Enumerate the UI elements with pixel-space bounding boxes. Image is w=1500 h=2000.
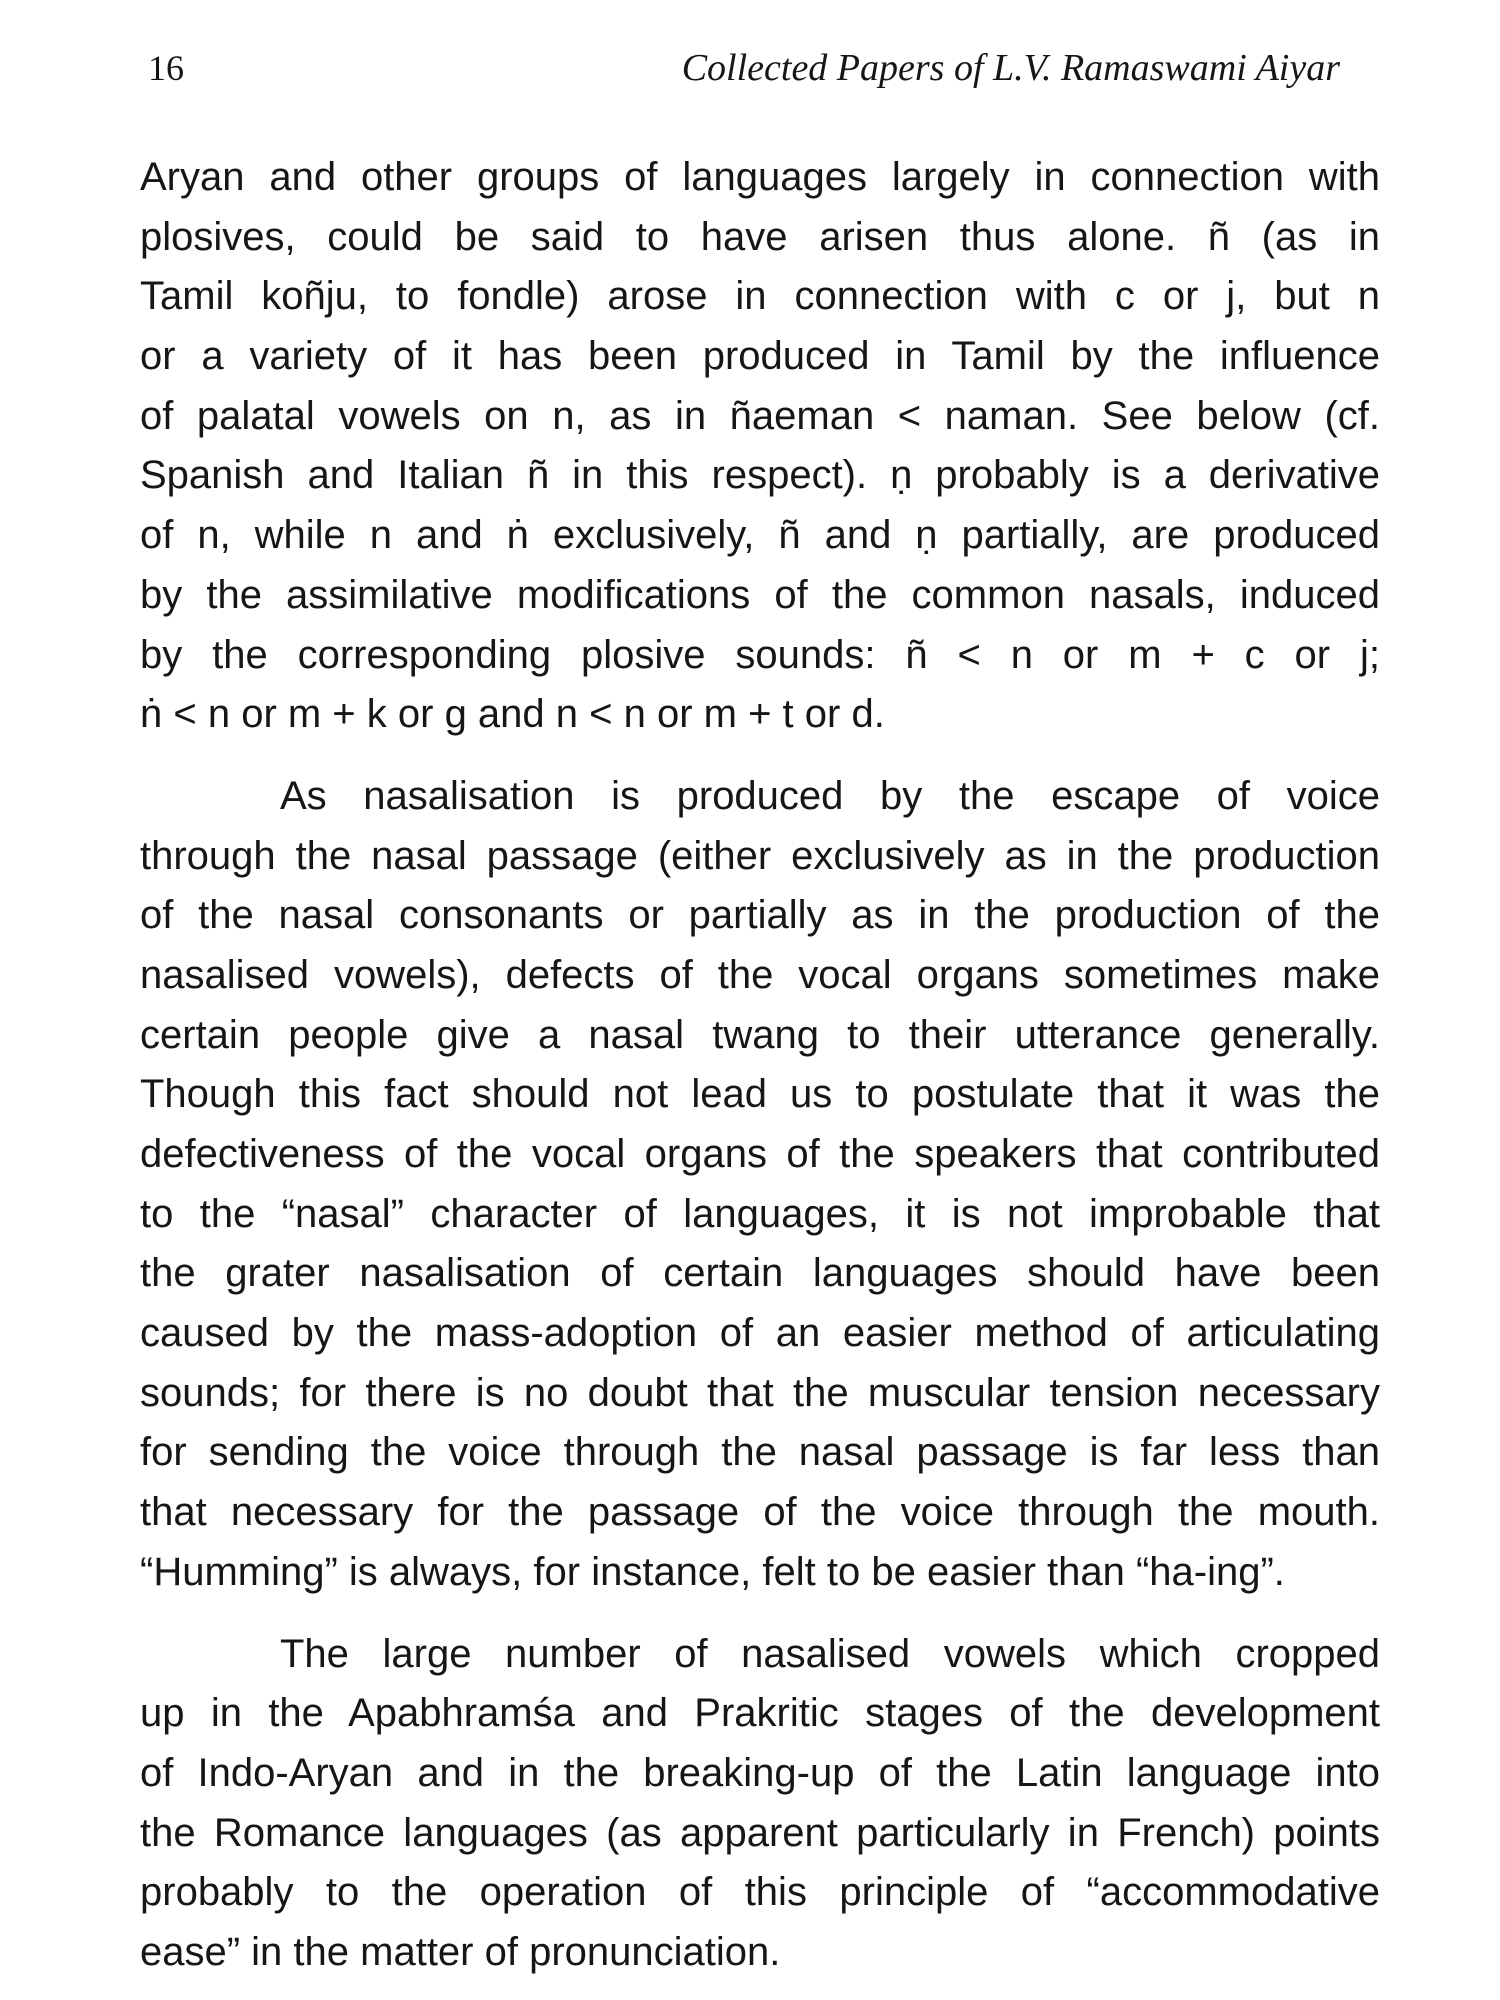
text-line: caused by the mass-adoption of an easier method of articulating: [140, 1311, 1380, 1356]
text-line: certain people give a nasal twang to their utterance generally.: [140, 1012, 1380, 1057]
text-line: the Romance languages (as apparent particularly in French) points: [140, 1810, 1380, 1855]
text-line: to the “nasal” character of languages, it is not improbable that: [140, 1191, 1380, 1236]
text-line: As nasalisation is produced by the escape of voice: [280, 773, 1380, 818]
text-line: Aryan and other groups of languages largely in connection with: [140, 155, 1380, 199]
text-line: that necessary for the passage of the voice through the mouth.: [140, 1490, 1380, 1535]
paragraph-gap: [140, 1603, 1380, 1625]
text-line: Though this fact should not lead us to postulate that it was the: [140, 1072, 1380, 1117]
paragraph-2: [140, 767, 1380, 1603]
text-line: sounds; for there is no doubt that the muscular tension necessary: [140, 1370, 1380, 1415]
text-line: by the corresponding plosive sounds: ñ < n or m + c or j;: [140, 632, 1380, 677]
text-line: Tamil koñju, to fondle) arose in connection with c or j, but n: [140, 274, 1380, 319]
text-line: probably to the operation of this principle of “accommodative: [140, 1870, 1380, 1915]
text-line: of Indo-Aryan and in the breaking-up of the Latin language into: [140, 1750, 1380, 1795]
running-title: Collected Papers of L.V. Ramaswami Aiyar: [681, 47, 1340, 89]
text-line: ṅ < n or m + k or g and n < n or m + t or d.: [140, 692, 885, 737]
text-line: of n, while n and ṅ exclusively, ñ and ṇ partially, are produced: [140, 513, 1380, 558]
text-line: or a variety of it has been produced in Tamil by the influence: [140, 334, 1380, 379]
page-number: 16: [148, 48, 184, 88]
text-line: of the nasal consonants or partially as in the production of the: [140, 893, 1380, 938]
text-line: nasalised vowels), defects of the vocal organs sometimes make: [140, 952, 1380, 997]
body-text: [140, 148, 1380, 1983]
text-line: “Humming” is always, for instance, felt to be easier than “ha-ing”.: [140, 1549, 1285, 1594]
text-line: up in the Apabhramśa and Prakritic stages of the development: [140, 1691, 1380, 1736]
text-line: Spanish and Italian ñ in this respect). ṇ probably is a derivative: [140, 453, 1380, 498]
text-line: defectiveness of the vocal organs of the speakers that contributed: [140, 1132, 1380, 1176]
paragraph-3: [140, 1625, 1380, 1983]
text-line: through the nasal passage (either exclusively as in the production: [140, 833, 1380, 878]
text-line: The large number of nasalised vowels which cropped: [280, 1631, 1380, 1676]
text-line: ease” in the matter of pronunciation.: [140, 1929, 781, 1974]
text-line: for sending the voice through the nasal passage is far less than: [140, 1430, 1380, 1475]
paragraph-1: [140, 148, 1380, 745]
text-line: by the assimilative modifications of the common nasals, induced: [140, 572, 1380, 617]
text-line: the grater nasalisation of certain languages should have been: [140, 1251, 1380, 1296]
text-line: of palatal vowels on n, as in ñaeman < naman. See below (cf.: [140, 393, 1380, 438]
paragraph-gap: [140, 745, 1380, 767]
text-line: plosives, could be said to have arisen thus alone. ñ (as in: [140, 214, 1380, 259]
page-header: [148, 38, 1340, 98]
